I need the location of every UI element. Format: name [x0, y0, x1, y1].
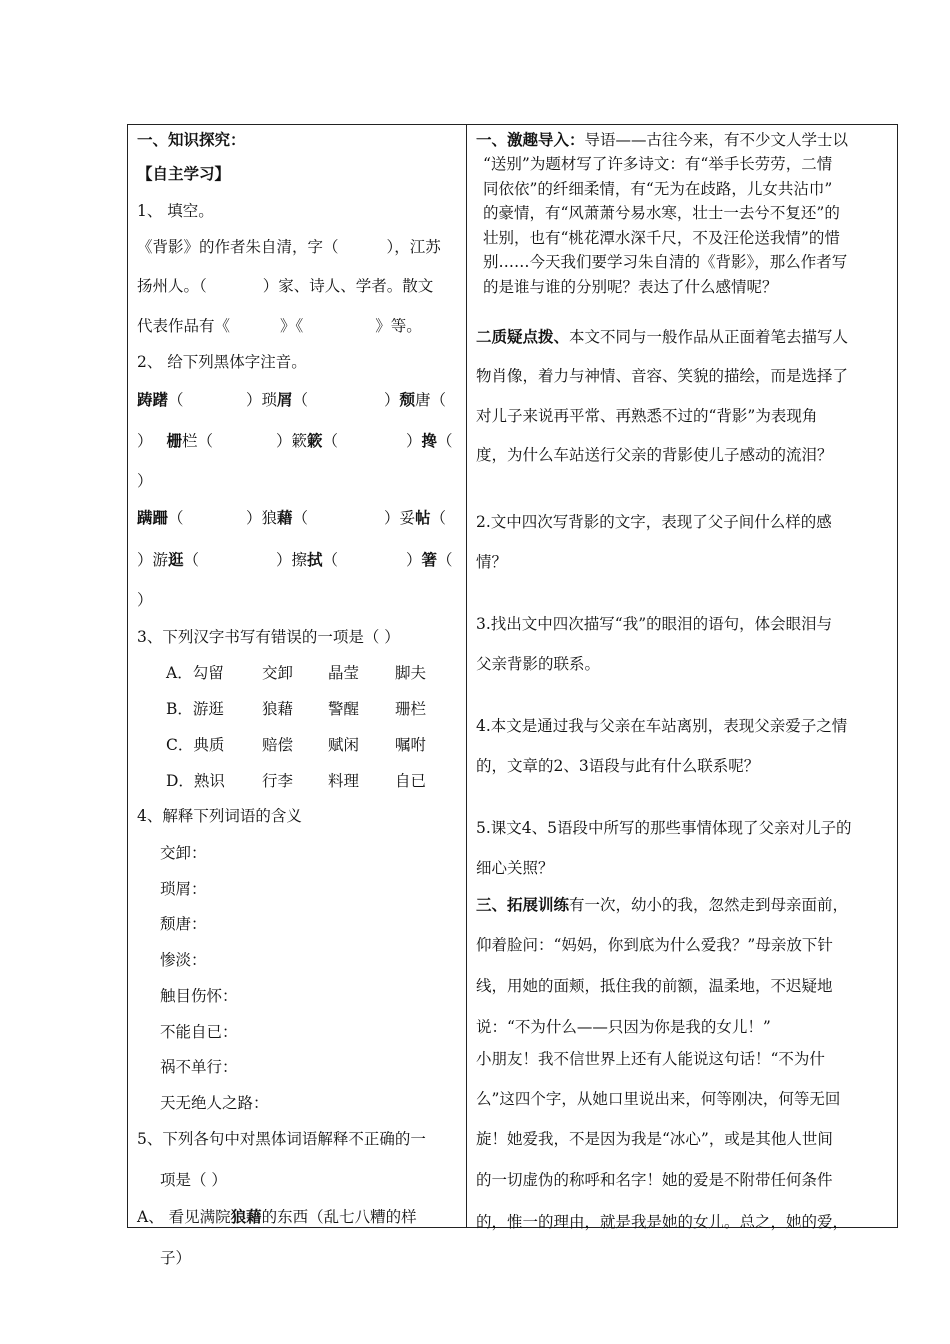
q1-line-2-b: ）家、诗人、学者。散文 — [262, 277, 434, 295]
pinyin-paren: （ — [437, 432, 453, 450]
pinyin-pre: ）游 — [137, 551, 169, 569]
pinyin-word: 逛 — [168, 550, 184, 569]
option-b: B．游逛 — [166, 700, 224, 718]
term-huobudanxing: 祸不单行： — [160, 1058, 238, 1076]
pinyin-word: 帖 — [415, 508, 431, 527]
pinyin-word: 颓 — [399, 390, 416, 409]
intro-text-0: 导语——古往今来，有不少文人学士以 — [584, 131, 849, 149]
option-c-4: 嘱咐 — [395, 736, 427, 754]
extend-line-8: 的一切虚伪的称呼和名字！她的爱是不附带任何条件 — [476, 1171, 833, 1189]
pinyin-paren: （ — [437, 551, 453, 569]
doubt-text-0: 本文不同与一般作品从正面着笔去描写人 — [569, 328, 849, 346]
pinyin-pre: ） — [137, 432, 153, 450]
question-3: 3、下列汉字书写有错误的一项是（ ） — [137, 628, 400, 646]
pinyin-paren: （ — [430, 509, 447, 527]
option-d-2: 行李 — [262, 772, 294, 790]
pinyin-paren: 唐（ — [415, 391, 447, 409]
pinyin-row-3: ） — [137, 472, 153, 490]
q1-line-1 — [137, 237, 441, 257]
pinyin-word: 屑 — [277, 390, 293, 409]
doubt-line-2: 物肖像，着力与神情、音容、笑貌的描绘，而是选择了 — [476, 367, 849, 385]
intro-line-2: “送别”为题材写了许多诗文：有“举手长劳劳，二情 — [483, 155, 833, 173]
pinyin-row-5c — [406, 550, 453, 570]
doubt-line-3: 对儿子来说再平常、再熟悉不过的“背影”为表现角 — [476, 407, 818, 425]
pinyin-pre: ）狼 — [246, 509, 278, 527]
term-tianwujue: 天无绝人之路： — [160, 1094, 269, 1112]
option-d-4: 自已 — [395, 772, 427, 790]
q1-line-3-b: 》《 — [280, 317, 304, 335]
option-d: D．熟识 — [166, 772, 225, 790]
question-5-cont: 项是（ ） — [160, 1171, 227, 1189]
pinyin-row-4 — [137, 508, 184, 528]
pinyin-pre: ）妥 — [384, 509, 416, 527]
pinyin-pre: ）琐 — [246, 391, 278, 409]
term-candan: 惨淡： — [160, 951, 207, 969]
term-suoxie: 琐屑： — [160, 880, 207, 898]
doubt-line-4: 度，为什么车站送行父亲的背影使儿子感动的流泪？ — [476, 446, 833, 464]
column-divider — [466, 124, 467, 1228]
pinyin-row-1c — [384, 390, 446, 410]
pinyin-word: 栅 — [166, 431, 183, 450]
q5-option-a — [137, 1207, 417, 1227]
question-2: 2、 给下列黑体字注音。 — [137, 353, 307, 371]
extend-text-0: 有一次，幼小的我，忽然走到母亲面前， — [569, 896, 849, 914]
pinyin-row-2 — [137, 431, 213, 451]
pinyin-row-2c — [406, 431, 453, 451]
q1-line-2 — [137, 276, 433, 296]
extend-line-4: 说：“不为什么——只因为你是我的女儿！” — [476, 1018, 771, 1036]
section-knowledge-title: 一、知识探究： — [137, 130, 246, 149]
doubt-label: 二质疑点拨、 — [476, 327, 570, 346]
pinyin-row-1b — [246, 390, 308, 410]
q1-line-2-a: 扬州人。（ — [137, 277, 207, 295]
extend-line-1 — [476, 895, 848, 915]
pinyin-word: 踌躇 — [137, 390, 169, 409]
pinyin-row-5 — [137, 550, 199, 570]
doubt-line-1 — [476, 327, 848, 347]
intro-line-4: 的豪情，有“风萧萧兮易水寒，壮士一去兮不复还”的 — [483, 204, 840, 222]
pinyin-paren: （ — [183, 551, 200, 569]
pinyin-word: 蹒跚 — [137, 508, 169, 527]
intro-line-5: 壮别，也有“桃花潭水深千尺，不及汪伦送我情”的惜 — [483, 229, 840, 247]
pinyin-word: 拭 — [307, 550, 323, 569]
q5-a-post: 的东西（乱七八糟的样 — [261, 1208, 417, 1226]
q1-line-3 — [137, 316, 422, 336]
rq4-line-1: 4.本文是通过我与父亲在车站离别，表现父亲爱子之情 — [476, 717, 848, 735]
option-b-4: 珊栏 — [395, 700, 427, 718]
extend-line-5: 小朋友！我不信世界上还有人能说这句话！“不为什 — [476, 1050, 825, 1068]
rq3-line-2: 父亲背影的联系。 — [476, 655, 601, 673]
pinyin-row-2b — [276, 431, 338, 451]
self-study-heading: 【自主学习】 — [137, 164, 231, 183]
pinyin-row-6: ） — [137, 591, 153, 609]
option-a-3: 晶莹 — [328, 664, 360, 682]
pinyin-pre: ）簌 — [276, 432, 308, 450]
intro-line-7: 的是谁与谁的分别呢？表达了什么感情呢？ — [483, 278, 778, 296]
extend-line-6: 么”这四个字，从她口里说出来，何等刚决，何等无回 — [476, 1090, 841, 1108]
option-d-3: 料理 — [328, 772, 360, 790]
extend-line-2: 仰着脸问：“妈妈，你到底为什么爱我？”母亲放下针 — [476, 936, 833, 954]
q1-line-3-a: 代表作品有《 — [137, 317, 231, 335]
q5-option-a-cont: 子） — [160, 1249, 192, 1267]
pinyin-row-4b — [246, 508, 308, 528]
question-5: 5、下列各句中对黑体词语解释不正确的一 — [137, 1130, 426, 1148]
pinyin-paren: 栏（ — [182, 432, 214, 450]
pinyin-row-5b — [276, 550, 338, 570]
pinyin-paren: （ — [322, 432, 339, 450]
option-c: C．典质 — [166, 736, 225, 754]
pinyin-paren: （ — [168, 391, 184, 409]
pinyin-word: 搀 — [421, 431, 438, 450]
option-a-4: 脚夫 — [395, 664, 427, 682]
rq2-line-2: 情？ — [476, 553, 508, 571]
term-chumu: 触目伤怀： — [160, 987, 238, 1005]
pinyin-paren: （ — [168, 509, 184, 527]
extend-line-7: 旋！她爱我，不是因为我是“冰心”，或是其他人世间 — [476, 1130, 833, 1148]
option-a-2: 交卸 — [262, 664, 294, 682]
option-c-3: 赋闲 — [328, 736, 360, 754]
pinyin-word: 藉 — [277, 508, 293, 527]
pinyin-paren: （ — [292, 391, 309, 409]
option-a: A．勾留 — [166, 664, 224, 682]
extend-label: 三、拓展训练 — [476, 895, 570, 914]
q5-a-pre: A、 看见满院 — [137, 1208, 231, 1226]
pinyin-paren: （ — [322, 551, 339, 569]
pinyin-row-1 — [137, 390, 184, 410]
term-jiaoxie: 交卸： — [160, 844, 207, 862]
pinyin-pre: ） — [406, 551, 422, 569]
q5-a-bold: 狼藉 — [230, 1207, 262, 1226]
option-b-2: 狼藉 — [262, 700, 294, 718]
pinyin-word: 簌 — [307, 431, 323, 450]
intro-line-3: 同依依”的纤细柔情，有“无为在歧路，儿女共沾巾” — [483, 180, 833, 198]
q1-line-1-a: 《背影》的作者朱自清，字（ — [137, 238, 339, 256]
option-b-3: 警醒 — [328, 700, 360, 718]
intro-line-1 — [476, 130, 848, 150]
intro-label: 一、激趣导入： — [476, 130, 585, 149]
pinyin-pre: ）擦 — [276, 551, 308, 569]
rq5-line-2: 细心关照？ — [476, 859, 554, 877]
pinyin-pre: ） — [406, 432, 422, 450]
question-4: 4、解释下列词语的含义 — [137, 807, 302, 825]
intro-line-6: 别……今天我们要学习朱自清的《背影》，那么作者写 — [483, 253, 848, 271]
question-1: 1、 填空。 — [137, 202, 214, 220]
rq3-line-1: 3.找出文中四次描写“我”的眼泪的语句，体会眼泪与 — [476, 615, 833, 633]
pinyin-pre: ） — [384, 391, 400, 409]
pinyin-row-4c — [384, 508, 446, 528]
rq4-line-2: 的，文章的2、3语段与此有什么联系呢？ — [476, 757, 760, 775]
option-c-2: 赔偿 — [262, 736, 294, 754]
q1-line-3-c: 》等。 — [375, 317, 422, 335]
term-bunengziyi: 不能自已： — [160, 1023, 238, 1041]
term-tuitang: 颓唐： — [160, 915, 207, 933]
rq5-line-1: 5.课文4、5语段中所写的那些事情体现了父亲对儿子的 — [476, 819, 852, 837]
q1-line-1-b: ），江苏 — [386, 238, 441, 256]
pinyin-paren: （ — [292, 509, 309, 527]
pinyin-word: 箸 — [421, 550, 438, 569]
extend-line-3: 线，用她的面颊，抵住我的前额，温柔地，不迟疑地 — [476, 977, 833, 995]
rq2-line-1: 2.文中四次写背影的文字，表现了父子间什么样的感 — [476, 513, 832, 531]
extend-line-9: 的，惟一的理由，就是我是她的女儿。总之，她的爱， — [476, 1213, 849, 1231]
